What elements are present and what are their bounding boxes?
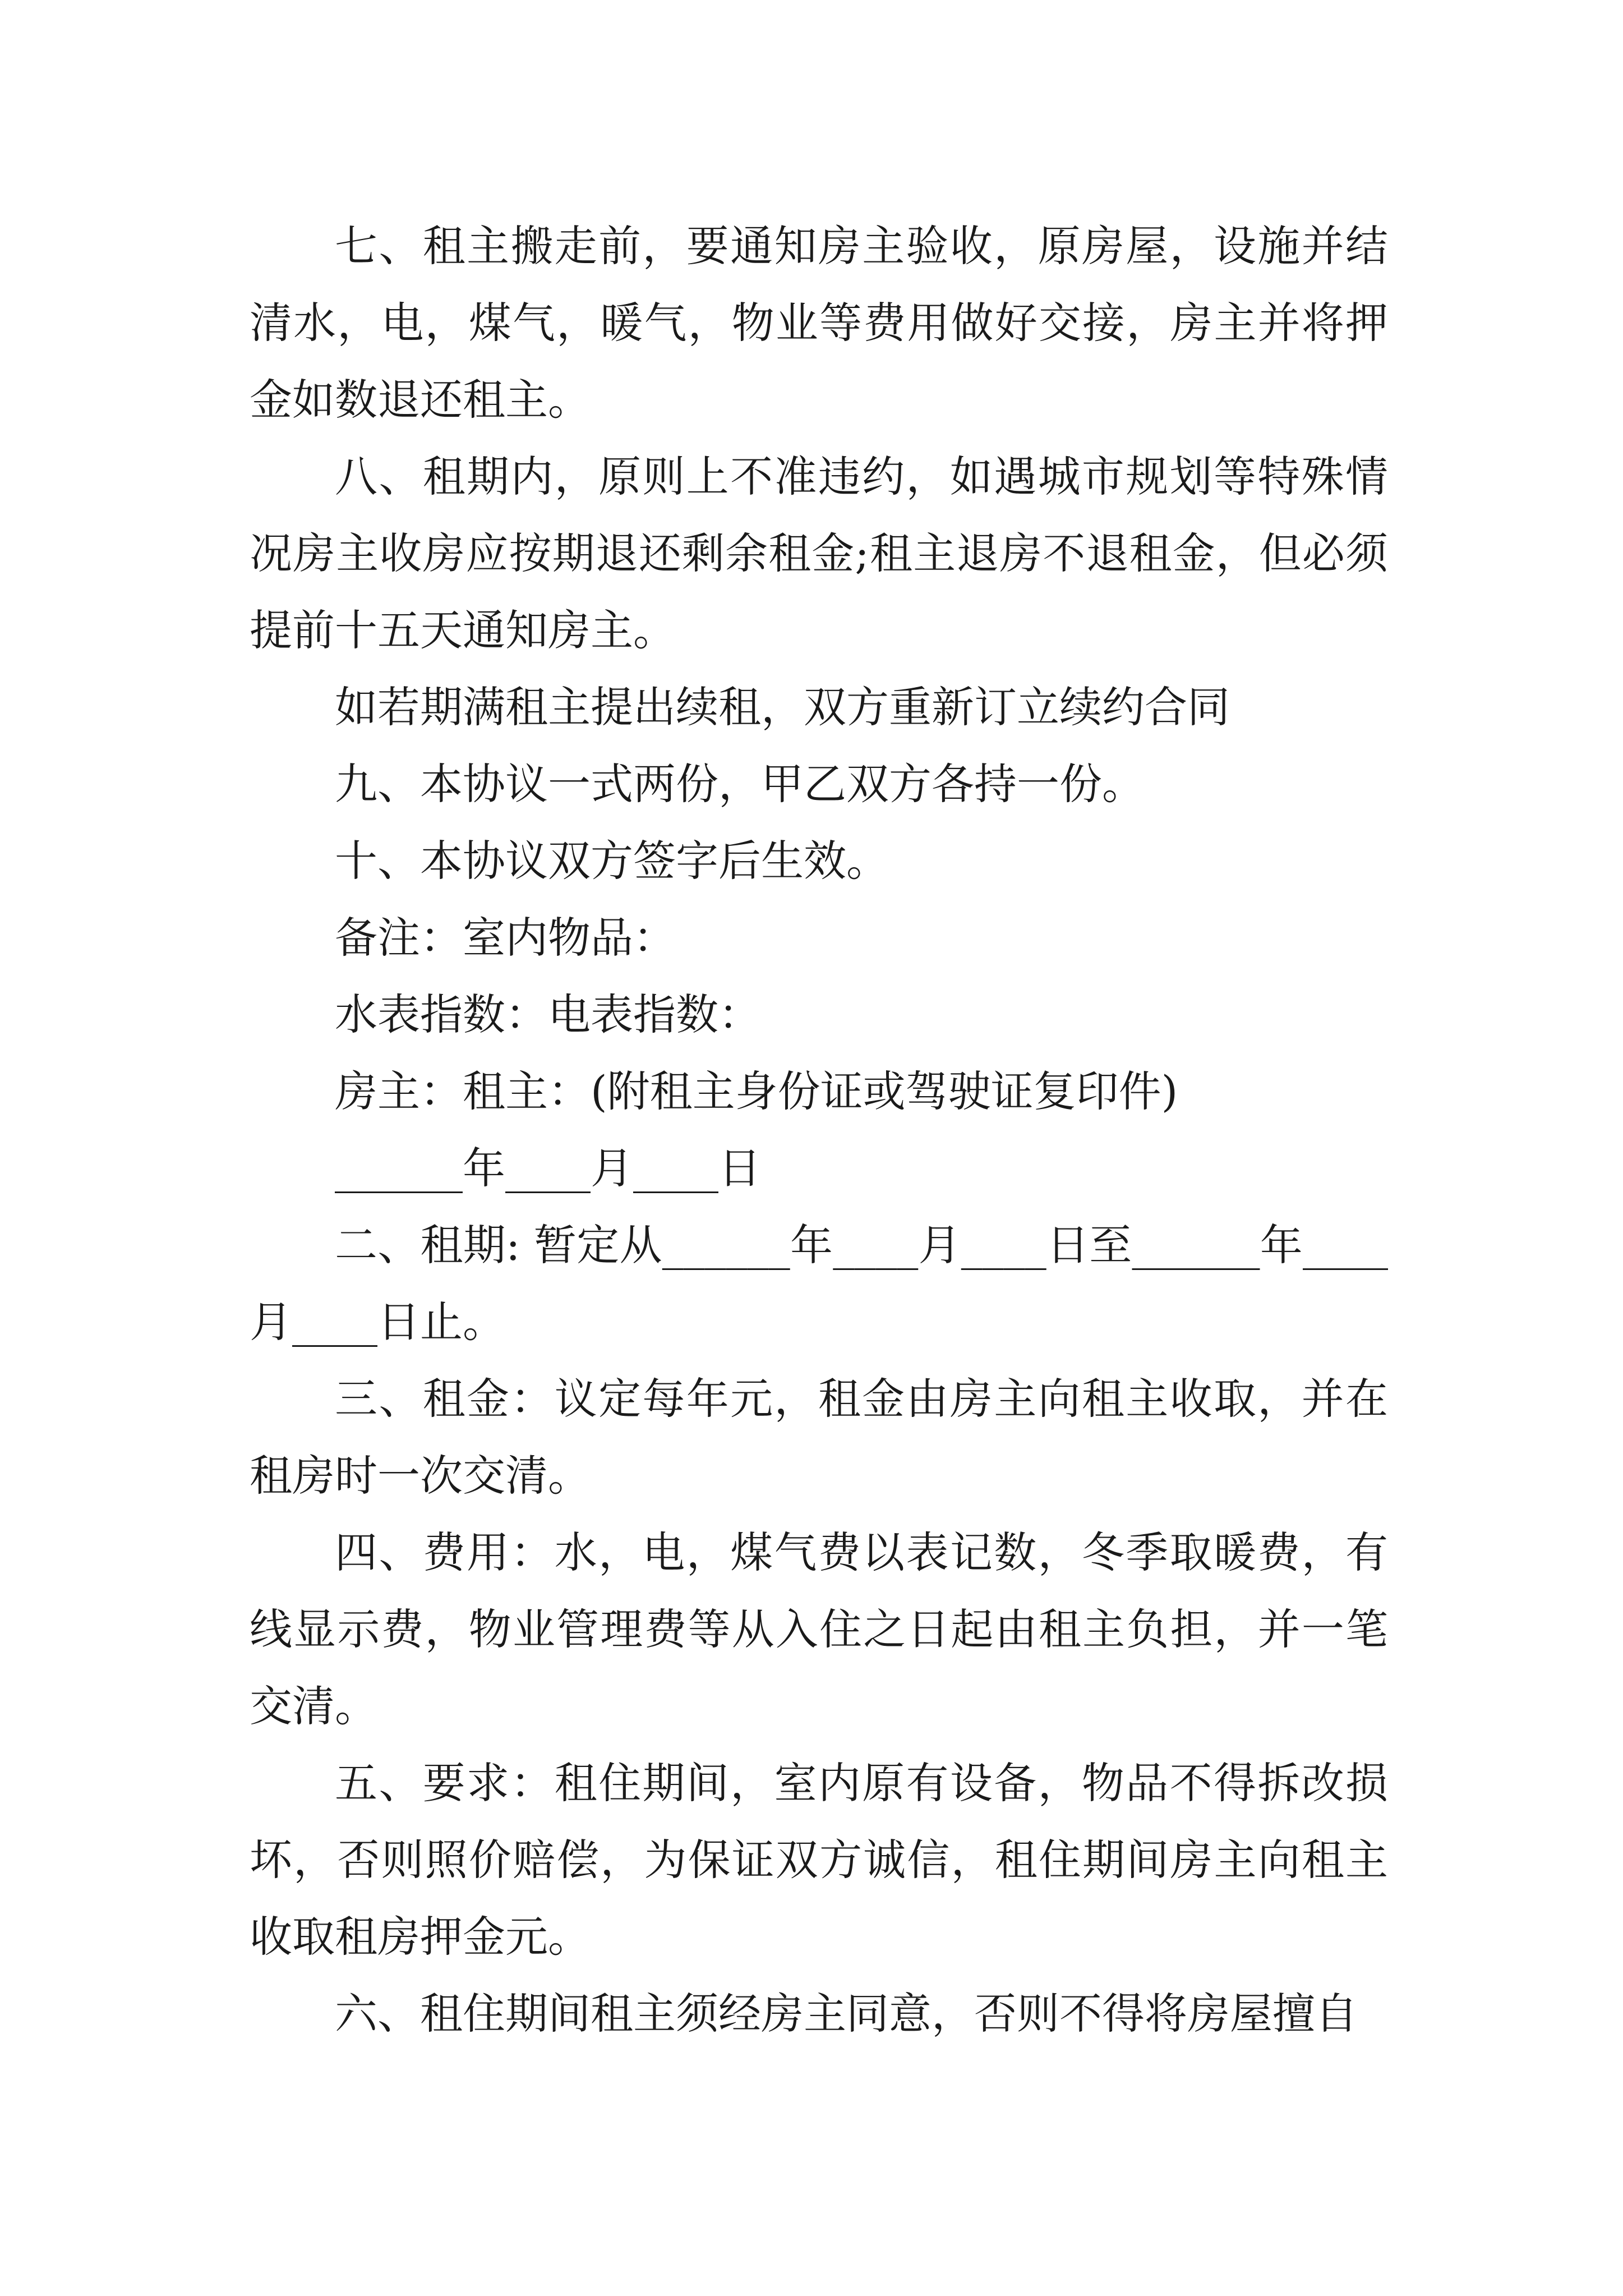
note-items: 备注：室内物品： [335,913,676,963]
document-body [250,208,1388,2052]
paragraph-9: 九、本协议一式两份，甲乙双方各持一份。 [335,759,1145,809]
paragraph-renewal: 如若期满租主提出续租，双方重新订立续约合同 [335,682,1230,732]
paragraph-3-rent: 三、租金：议定每年元，租金由房主向租主收取，并在租房时一次交清。 [250,1374,1388,1501]
signature-line: 房主：租主：(附租主身份证或驾驶证复印件) [335,1066,1178,1116]
paragraph-4-fees: 四、费用：水，电，煤气费以表记数，冬季取暖费，有线显示费，物业管理费等从入住之日起由租主负担，并一笔交清。 [250,1527,1388,1731]
paragraph-6-sublet: 六、租住期间租主须经房主同意，否则不得将房屋擅自 [335,1989,1358,2039]
paragraph-8: 八、租期内，原则上不准违约，如遇城市规划等特殊情况房主收房应按期退还剩余租金;租主退房不退租金，但必须提前十五天通知房主。 [250,452,1388,655]
paragraph-2-term: 二、租期: 暂定从______年____月____日至______年____月____日止。 [250,1220,1388,1347]
paragraph-5-requirements: 五、要求：租住期间，室内原有设备，物品不得拆改损坏，否则照价赔偿，为保证双方诚信，租住期间房主向租主收取租房押金元。 [250,1758,1388,1962]
paragraph-10: 十、本协议双方签字后生效。 [335,836,889,886]
date-line: ______年____月____日 [335,1143,761,1193]
paragraph-7: 七、租主搬走前，要通知房主验收，原房屋，设施并结清水，电，煤气，暖气，物业等费用做好交接，房主并将押金如数退还租主。 [250,221,1388,425]
meter-readings: 水表指数：电表指数： [335,990,761,1039]
